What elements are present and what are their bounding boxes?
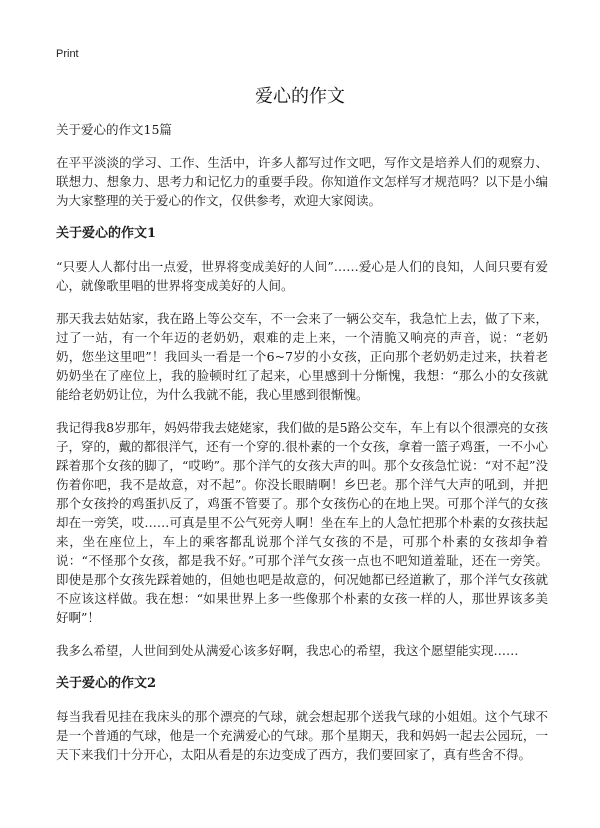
- section-heading-2: 关于爱心的作文2: [56, 676, 157, 691]
- paragraph: 那天我去姑姑家，我在路上等公交车，不一会来了一辆公交车，我急忙上去，做了下来，过了一站，有一个年迈的老奶奶，艰难的走上来，一个清脆又响亮的声音，说：“老奶奶，您坐这里吧”！我回头一看是一个6~7岁的小女孩，正向那个老奶奶走过来，扶着老奶奶坐在了座位上，我的脸顿时红了起来，心里感到十分惭愧，我想：“那么小的女孩就能给老奶奶让位，为什么我就不能，我心里感到很惭愧。: [56, 311, 548, 402]
- paragraph: 我多么希望，人世间到处从满爱心该多好啊，我忠心的希望，我这个愿望能实现……: [56, 643, 519, 658]
- article-body: [56, 120, 548, 778]
- paragraph: 我记得我8岁那年，妈妈带我去姥姥家，我们做的是5路公交车，车上有以个很漂亮的女孩子，穿的，戴的都很洋气，还有一个穿的.很朴素的一个女孩，拿着一篮子鸡蛋，一不小心踩着那个女孩的脚了，“哎哟”。那个洋气的女孩大声的叫。那个女孩急忙说：“对不起”没伤着你吧，我不是故意，对不起”。你没长眼睛啊！乡巴老。那个洋气大声的吼到，并把那个女孩拎的鸡蛋扒反了，鸡蛋不管要了。那个女孩伤心的在地上哭。可那个洋气的女孩却在一旁笑，哎……可真是里不公气死旁人啊！坐在车上的人急忙把那个朴素的女孩扶起来，坐在座位上，车上的乘客都乱说那个洋气女孩的不是，可那个朴素的女孩却争着说：“不怪那个女孩，都是我不好。”可那个洋气女孩一点也不吧知道羞耻，还在一旁笑。即使是那个女孩先踩着她的，但她也吧是故意的，何况她都已经道歉了，那个洋气女孩就不应该这样做。我在想：“如果世界上多一些像那个朴素的女孩一样的人，那世界该多美好啊”！: [56, 420, 548, 625]
- article-subtitle: 关于爱心的作文15篇: [56, 122, 172, 137]
- paragraph: “只要人人都付出一点爱，世界将变成美好的人间”……爱心是人们的良知，人间只要有爱心，就像歌里唱的世界将变成美好的人间。: [56, 259, 548, 293]
- paragraph: 每当我看见挂在我床头的那个漂亮的气球，就会想起那个送我气球的小姐姐。这个气球不是一个普通的气球，他是一个充满爱心的气球。那个星期天，我和妈妈一起去公园玩，一天下来我们十分开心，太阳从看是的东边变成了西方，我们要回家了，真有些舍不得。: [56, 709, 548, 762]
- section-heading-1: 关于爱心的作文1: [56, 226, 157, 241]
- page-title: 爱心的作文: [255, 86, 345, 107]
- print-link[interactable]: Print: [56, 48, 79, 60]
- intro-paragraph: 在平平淡淡的学习、工作、生活中，许多人都写过作文吧，写作文是培养人们的观察力、联想力、想象力、思考力和记忆力的重要手段。你知道作文怎样写才规范吗？以下是小编为大家整理的关于爱心的作文，仅供参考，欢迎大家阅读。: [56, 155, 548, 208]
